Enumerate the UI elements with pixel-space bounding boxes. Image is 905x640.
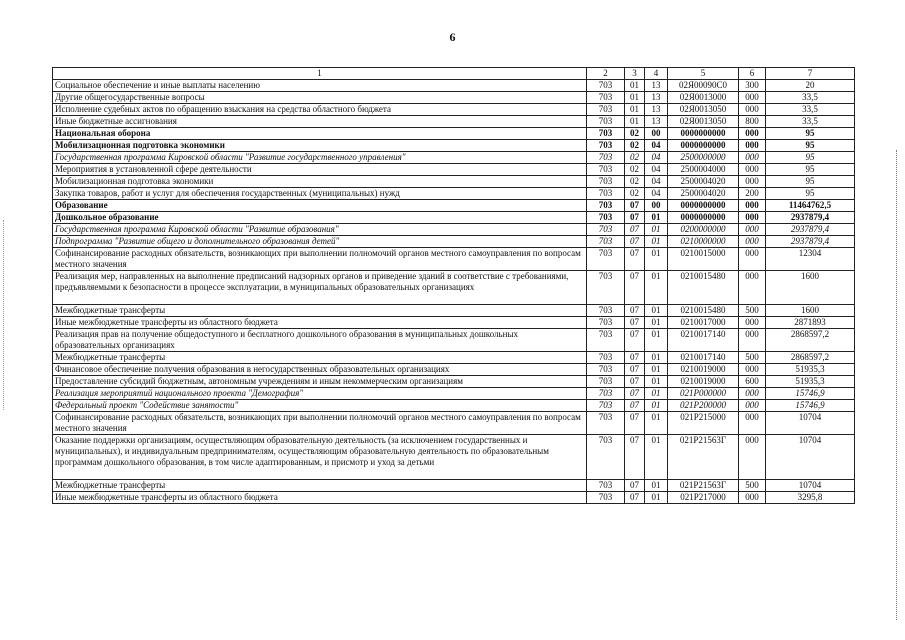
subsection-cell: 01 bbox=[645, 376, 668, 388]
subsection-cell: 04 bbox=[645, 188, 668, 200]
table-row bbox=[53, 271, 855, 305]
amount-cell: 2937879,4 bbox=[766, 236, 855, 248]
subsection-cell: 01 bbox=[645, 400, 668, 412]
table-row bbox=[53, 128, 855, 140]
row-name-cell: Предоставление субсидий бюджетным, автономным учреждениям и иным некоммерческим организациям bbox=[53, 376, 587, 388]
table-row bbox=[53, 376, 855, 388]
row-name-cell: Национальная оборона bbox=[53, 128, 587, 140]
section-cell: 07 bbox=[625, 329, 645, 352]
section-cell: 07 bbox=[625, 492, 645, 504]
amount-cell: 12304 bbox=[766, 248, 855, 271]
budget-table bbox=[52, 67, 855, 504]
ministry-code-cell: 703 bbox=[587, 212, 625, 224]
amount-cell: 15746,9 bbox=[766, 388, 855, 400]
row-name-cell: Реализация мероприятий национального проекта "Демография" bbox=[53, 388, 587, 400]
row-name-cell: Образование bbox=[53, 200, 587, 212]
row-name-cell: Софинансирование расходных обязательств, возникающих при выполнении полномочий органов местного самоуправления по вопросам местного значения bbox=[53, 412, 587, 435]
section-cell: 07 bbox=[625, 376, 645, 388]
ministry-code-cell: 703 bbox=[587, 164, 625, 176]
target-article-cell: 0210017140 bbox=[668, 352, 739, 364]
ministry-code-cell: 703 bbox=[587, 412, 625, 435]
target-article-cell: 0210015000 bbox=[668, 248, 739, 271]
amount-cell: 10704 bbox=[766, 412, 855, 435]
row-name-cell: Другие общегосударственные вопросы bbox=[53, 92, 587, 104]
expense-type-cell: 000 bbox=[739, 435, 766, 480]
table-row bbox=[53, 388, 855, 400]
subsection-cell: 01 bbox=[645, 212, 668, 224]
scan-edge-left bbox=[3, 220, 5, 410]
subsection-cell: 01 bbox=[645, 492, 668, 504]
expense-type-cell: 500 bbox=[739, 352, 766, 364]
amount-cell: 2868597,2 bbox=[766, 329, 855, 352]
section-cell: 07 bbox=[625, 317, 645, 329]
expense-type-cell: 500 bbox=[739, 480, 766, 492]
section-cell: 07 bbox=[625, 212, 645, 224]
target-article-cell: 0210019000 bbox=[668, 364, 739, 376]
target-article-cell: 0000000000 bbox=[668, 128, 739, 140]
section-cell: 02 bbox=[625, 152, 645, 164]
table-row bbox=[53, 164, 855, 176]
subsection-cell: 04 bbox=[645, 176, 668, 188]
row-name-cell: Межбюджетные трансферты bbox=[53, 480, 587, 492]
amount-cell: 51935,3 bbox=[766, 376, 855, 388]
target-article-cell: 0000000000 bbox=[668, 212, 739, 224]
ministry-code-cell: 703 bbox=[587, 271, 625, 305]
expense-type-cell: 000 bbox=[739, 236, 766, 248]
table-row bbox=[53, 480, 855, 492]
row-name-cell: Федеральный проект "Содействие занятости" bbox=[53, 400, 587, 412]
section-cell: 07 bbox=[625, 224, 645, 236]
ministry-code-cell: 703 bbox=[587, 224, 625, 236]
amount-cell: 10704 bbox=[766, 480, 855, 492]
target-article-cell: 02Я0013050 bbox=[668, 104, 739, 116]
header-cell: 1 bbox=[53, 68, 587, 80]
row-name-cell: Закупка товаров, работ и услуг для обеспечения государственных (муниципальных) нужд bbox=[53, 188, 587, 200]
ministry-code-cell: 703 bbox=[587, 80, 625, 92]
table-row bbox=[53, 329, 855, 352]
amount-cell: 15746,9 bbox=[766, 400, 855, 412]
target-article-cell: 0210000000 bbox=[668, 236, 739, 248]
header-cell: 6 bbox=[739, 68, 766, 80]
amount-cell: 10704 bbox=[766, 435, 855, 480]
table-row bbox=[53, 352, 855, 364]
target-article-cell: 2500004020 bbox=[668, 176, 739, 188]
expense-type-cell: 500 bbox=[739, 305, 766, 317]
section-cell: 07 bbox=[625, 236, 645, 248]
expense-type-cell: 000 bbox=[739, 212, 766, 224]
expense-type-cell: 000 bbox=[739, 164, 766, 176]
amount-cell: 95 bbox=[766, 188, 855, 200]
expense-type-cell: 000 bbox=[739, 128, 766, 140]
target-article-cell: 2500004020 bbox=[668, 188, 739, 200]
amount-cell: 2937879,4 bbox=[766, 224, 855, 236]
amount-cell: 33,5 bbox=[766, 116, 855, 128]
subsection-cell: 13 bbox=[645, 116, 668, 128]
ministry-code-cell: 703 bbox=[587, 492, 625, 504]
subsection-cell: 01 bbox=[645, 352, 668, 364]
section-cell: 07 bbox=[625, 480, 645, 492]
row-name-cell: Иные межбюджетные трансферты из областного бюджета bbox=[53, 492, 587, 504]
row-name-cell: Софинансирование расходных обязательств, возникающих при выполнении полномочий органов местного самоуправления по вопросам местного значения bbox=[53, 248, 587, 271]
table-row bbox=[53, 412, 855, 435]
target-article-cell: 02Я0013050 bbox=[668, 116, 739, 128]
section-cell: 07 bbox=[625, 412, 645, 435]
row-name-cell: Реализация мер, направленных на выполнение предписаний надзорных органов и приведение зданий в соответствие с требованиями, предъявляемыми к безопасности в процессе эксплуатации, в муниципальных образовательных организациях bbox=[53, 271, 587, 305]
section-cell: 02 bbox=[625, 140, 645, 152]
subsection-cell: 01 bbox=[645, 480, 668, 492]
amount-cell: 1600 bbox=[766, 271, 855, 305]
section-cell: 07 bbox=[625, 200, 645, 212]
table-row bbox=[53, 188, 855, 200]
table-row bbox=[53, 92, 855, 104]
header-cell: 4 bbox=[645, 68, 668, 80]
ministry-code-cell: 703 bbox=[587, 317, 625, 329]
amount-cell: 33,5 bbox=[766, 104, 855, 116]
scan-edge-right bbox=[895, 150, 897, 620]
header-cell: 7 bbox=[766, 68, 855, 80]
amount-cell: 2868597,2 bbox=[766, 352, 855, 364]
ministry-code-cell: 703 bbox=[587, 376, 625, 388]
ministry-code-cell: 703 bbox=[587, 305, 625, 317]
target-article-cell: 02Я0013000 bbox=[668, 92, 739, 104]
section-cell: 02 bbox=[625, 164, 645, 176]
section-cell: 01 bbox=[625, 104, 645, 116]
table-row bbox=[53, 176, 855, 188]
table-row bbox=[53, 80, 855, 92]
ministry-code-cell: 703 bbox=[587, 116, 625, 128]
subsection-cell: 01 bbox=[645, 317, 668, 329]
row-name-cell: Мобилизационная подготовка экономики bbox=[53, 176, 587, 188]
target-article-cell: 021P217000 bbox=[668, 492, 739, 504]
expense-type-cell: 000 bbox=[739, 271, 766, 305]
section-cell: 07 bbox=[625, 435, 645, 480]
amount-cell: 95 bbox=[766, 176, 855, 188]
expense-type-cell: 600 bbox=[739, 376, 766, 388]
section-cell: 07 bbox=[625, 305, 645, 317]
subsection-cell: 01 bbox=[645, 224, 668, 236]
target-article-cell: 0200000000 bbox=[668, 224, 739, 236]
expense-type-cell: 200 bbox=[739, 188, 766, 200]
target-article-cell: 021P21563Г bbox=[668, 435, 739, 480]
row-name-cell: Социальное обеспечение и иные выплаты населению bbox=[53, 80, 587, 92]
amount-cell: 3295,8 bbox=[766, 492, 855, 504]
ministry-code-cell: 703 bbox=[587, 435, 625, 480]
section-cell: 07 bbox=[625, 364, 645, 376]
subsection-cell: 00 bbox=[645, 128, 668, 140]
table-row bbox=[53, 248, 855, 271]
expense-type-cell: 000 bbox=[739, 248, 766, 271]
target-article-cell: 0210015480 bbox=[668, 305, 739, 317]
section-cell: 07 bbox=[625, 271, 645, 305]
expense-type-cell: 000 bbox=[739, 152, 766, 164]
section-cell: 07 bbox=[625, 352, 645, 364]
table-row bbox=[53, 492, 855, 504]
section-cell: 01 bbox=[625, 92, 645, 104]
table-row bbox=[53, 224, 855, 236]
row-name-cell: Мероприятия в установленной сфере деятельности bbox=[53, 164, 587, 176]
target-article-cell: 021P200000 bbox=[668, 400, 739, 412]
ministry-code-cell: 703 bbox=[587, 152, 625, 164]
section-cell: 01 bbox=[625, 80, 645, 92]
row-name-cell: Подпрограмма "Развитие общего и дополнительного образования детей" bbox=[53, 236, 587, 248]
section-cell: 02 bbox=[625, 128, 645, 140]
expense-type-cell: 000 bbox=[739, 492, 766, 504]
ministry-code-cell: 703 bbox=[587, 200, 625, 212]
row-name-cell: Государственная программа Кировской области "Развитие государственного управления" bbox=[53, 152, 587, 164]
amount-cell: 1600 bbox=[766, 305, 855, 317]
section-cell: 02 bbox=[625, 176, 645, 188]
ministry-code-cell: 703 bbox=[587, 329, 625, 352]
row-name-cell: Оказание поддержки организациям, осуществляющим образовательную деятельность (за исключением государственных и муниципальных), и индивидуальным предпринимателям, осуществляющим образовательную деятельность по образовательным программам дошкольного образования, в том числе адаптированным, и присмотр и уход за детьми bbox=[53, 435, 587, 480]
amount-cell: 95 bbox=[766, 152, 855, 164]
table-row bbox=[53, 364, 855, 376]
target-article-cell: 2500004000 bbox=[668, 164, 739, 176]
section-cell: 07 bbox=[625, 248, 645, 271]
expense-type-cell: 000 bbox=[739, 317, 766, 329]
amount-cell: 2937879,4 bbox=[766, 212, 855, 224]
table-row bbox=[53, 400, 855, 412]
ministry-code-cell: 703 bbox=[587, 104, 625, 116]
table-row bbox=[53, 212, 855, 224]
subsection-cell: 13 bbox=[645, 104, 668, 116]
expense-type-cell: 800 bbox=[739, 116, 766, 128]
row-name-cell: Иные бюджетные ассигнования bbox=[53, 116, 587, 128]
row-name-cell: Дошкольное образование bbox=[53, 212, 587, 224]
target-article-cell: 021P215000 bbox=[668, 412, 739, 435]
table-row bbox=[53, 305, 855, 317]
section-cell: 07 bbox=[625, 388, 645, 400]
ministry-code-cell: 703 bbox=[587, 364, 625, 376]
ministry-code-cell: 703 bbox=[587, 128, 625, 140]
target-article-cell: 021P000000 bbox=[668, 388, 739, 400]
subsection-cell: 01 bbox=[645, 236, 668, 248]
amount-cell: 95 bbox=[766, 128, 855, 140]
section-cell: 01 bbox=[625, 116, 645, 128]
table-row bbox=[53, 104, 855, 116]
expense-type-cell: 000 bbox=[739, 176, 766, 188]
ministry-code-cell: 703 bbox=[587, 236, 625, 248]
target-article-cell: 021P21563Г bbox=[668, 480, 739, 492]
row-name-cell: Реализация прав на получение общедоступного и бесплатного дошкольного образования в муниципальных дошкольных образовательных организациях bbox=[53, 329, 587, 352]
table-row bbox=[53, 236, 855, 248]
subsection-cell: 04 bbox=[645, 140, 668, 152]
subsection-cell: 01 bbox=[645, 305, 668, 317]
amount-cell: 95 bbox=[766, 140, 855, 152]
subsection-cell: 01 bbox=[645, 435, 668, 480]
expense-type-cell: 000 bbox=[739, 388, 766, 400]
target-article-cell: 0210017000 bbox=[668, 317, 739, 329]
expense-type-cell: 300 bbox=[739, 80, 766, 92]
ministry-code-cell: 703 bbox=[587, 480, 625, 492]
expense-type-cell: 000 bbox=[739, 329, 766, 352]
target-article-cell: 0210019000 bbox=[668, 376, 739, 388]
ministry-code-cell: 703 bbox=[587, 388, 625, 400]
subsection-cell: 04 bbox=[645, 164, 668, 176]
ministry-code-cell: 703 bbox=[587, 92, 625, 104]
subsection-cell: 01 bbox=[645, 388, 668, 400]
section-cell: 02 bbox=[625, 188, 645, 200]
subsection-cell: 01 bbox=[645, 271, 668, 305]
subsection-cell: 04 bbox=[645, 152, 668, 164]
target-article-cell: 0210017140 bbox=[668, 329, 739, 352]
ministry-code-cell: 703 bbox=[587, 176, 625, 188]
subsection-cell: 01 bbox=[645, 248, 668, 271]
table-row bbox=[53, 140, 855, 152]
row-name-cell: Финансовое обеспечение получения образования в негосударственных образовательных организациях bbox=[53, 364, 587, 376]
expense-type-cell: 000 bbox=[739, 92, 766, 104]
row-name-cell: Межбюджетные трансферты bbox=[53, 305, 587, 317]
expense-type-cell: 000 bbox=[739, 200, 766, 212]
amount-cell: 20 bbox=[766, 80, 855, 92]
amount-cell: 11464762,5 bbox=[766, 200, 855, 212]
expense-type-cell: 000 bbox=[739, 400, 766, 412]
row-name-cell: Иные межбюджетные трансферты из областного бюджета bbox=[53, 317, 587, 329]
ministry-code-cell: 703 bbox=[587, 188, 625, 200]
target-article-cell: 0000000000 bbox=[668, 200, 739, 212]
section-cell: 07 bbox=[625, 400, 645, 412]
table-row bbox=[53, 116, 855, 128]
row-name-cell: Мобилизационная подготовка экономики bbox=[53, 140, 587, 152]
table-row bbox=[53, 435, 855, 480]
table-row bbox=[53, 317, 855, 329]
target-article-cell: 2500000000 bbox=[668, 152, 739, 164]
header-cell: 3 bbox=[625, 68, 645, 80]
ministry-code-cell: 703 bbox=[587, 352, 625, 364]
expense-type-cell: 000 bbox=[739, 412, 766, 435]
row-name-cell: Исполнение судебных актов по обращению взыскания на средства областного бюджета bbox=[53, 104, 587, 116]
subsection-cell: 13 bbox=[645, 92, 668, 104]
expense-type-cell: 000 bbox=[739, 364, 766, 376]
table-row bbox=[53, 152, 855, 164]
subsection-cell: 01 bbox=[645, 329, 668, 352]
subsection-cell: 13 bbox=[645, 80, 668, 92]
amount-cell: 33,5 bbox=[766, 92, 855, 104]
table-row bbox=[53, 200, 855, 212]
subsection-cell: 00 bbox=[645, 200, 668, 212]
page-number: 6 bbox=[449, 30, 456, 44]
header-cell: 2 bbox=[587, 68, 625, 80]
row-name-cell: Межбюджетные трансферты bbox=[53, 352, 587, 364]
ministry-code-cell: 703 bbox=[587, 140, 625, 152]
expense-type-cell: 000 bbox=[739, 224, 766, 236]
subsection-cell: 01 bbox=[645, 412, 668, 435]
target-article-cell: 0000000000 bbox=[668, 140, 739, 152]
amount-cell: 2871893 bbox=[766, 317, 855, 329]
amount-cell: 51935,3 bbox=[766, 364, 855, 376]
ministry-code-cell: 703 bbox=[587, 400, 625, 412]
target-article-cell: 02Я00090С0 bbox=[668, 80, 739, 92]
expense-type-cell: 000 bbox=[739, 140, 766, 152]
header-row bbox=[53, 68, 855, 80]
ministry-code-cell: 703 bbox=[587, 248, 625, 271]
target-article-cell: 0210015480 bbox=[668, 271, 739, 305]
header-cell: 5 bbox=[668, 68, 739, 80]
subsection-cell: 01 bbox=[645, 364, 668, 376]
expense-type-cell: 000 bbox=[739, 104, 766, 116]
amount-cell: 95 bbox=[766, 164, 855, 176]
row-name-cell: Государственная программа Кировской области "Развитие образования" bbox=[53, 224, 587, 236]
